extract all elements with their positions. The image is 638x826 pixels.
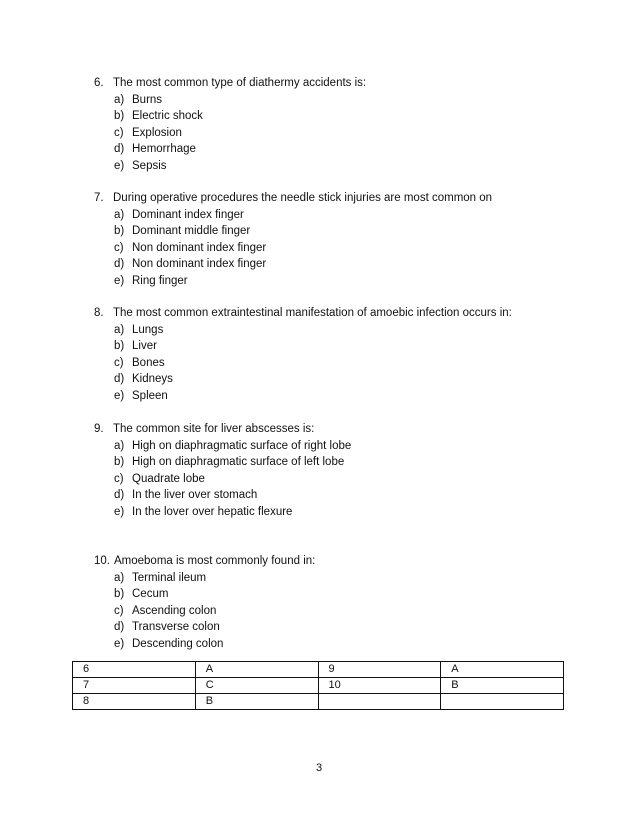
option-letter: c) (114, 241, 124, 254)
option-text: Non dominant index finger (132, 258, 267, 270)
question-8 (94, 305, 574, 404)
option-text: Spleen (132, 389, 168, 402)
option-item (94, 273, 574, 290)
question-6 (94, 75, 574, 174)
question-text: The common site for liver abscesses is: (113, 423, 315, 435)
option-letter: d) (114, 489, 125, 501)
question-stem (94, 305, 574, 322)
table-cell: A (441, 662, 564, 678)
option-text: Quadrate lobe (132, 472, 205, 485)
table-cell: B (441, 678, 564, 694)
question-9 (94, 421, 574, 520)
option-text: Non dominant index finger (132, 241, 267, 254)
option-letter: e) (114, 159, 125, 172)
option-text: In the lover over hepatic flexure (132, 505, 293, 518)
option-item (94, 240, 574, 257)
question-number: 6. (94, 77, 104, 89)
option-text: Bones (132, 356, 165, 369)
option-item (94, 141, 574, 158)
option-text: In the liver over stomach (132, 489, 258, 501)
option-item (94, 636, 574, 653)
option-item (94, 125, 574, 142)
option-text: Liver (132, 340, 157, 352)
option-text: Burns (132, 93, 163, 106)
question-stem (94, 421, 574, 438)
question-number: 10. (94, 555, 110, 567)
option-text: Ring finger (132, 274, 188, 287)
option-letter: c) (114, 356, 124, 369)
table-row (73, 694, 564, 710)
option-text: Sepsis (132, 159, 167, 172)
option-item (94, 158, 574, 175)
option-item (94, 108, 574, 125)
option-item (94, 256, 574, 273)
option-item (94, 471, 574, 488)
question-7 (94, 190, 574, 289)
option-item (94, 454, 574, 471)
question-number: 7. (94, 192, 104, 204)
option-letter: d) (114, 143, 125, 155)
option-letter: a) (114, 93, 125, 106)
option-text: Hemorrhage (132, 143, 196, 155)
table-cell: 8 (73, 694, 196, 710)
option-text: Dominant middle finger (132, 225, 251, 237)
question-text: The most common extraintestinal manifestation of amoebic infection occurs in: (113, 307, 512, 319)
option-letter: b) (114, 110, 125, 122)
option-item (94, 570, 574, 587)
option-text: High on diaphragmatic surface of right lobe (132, 439, 352, 452)
table-cell: 7 (73, 678, 196, 694)
table-cell: 6 (73, 662, 196, 678)
question-stem (94, 553, 574, 570)
option-letter: a) (114, 208, 125, 221)
option-item (94, 603, 574, 620)
question-text: Amoeboma is most commonly found in: (114, 555, 316, 567)
option-text: Lungs (132, 323, 164, 336)
option-item (94, 586, 574, 603)
option-letter: b) (114, 225, 125, 237)
option-text: Ascending colon (132, 604, 217, 617)
question-stem (94, 190, 574, 207)
question-text: The most common type of diathermy accidents is: (113, 77, 367, 89)
option-letter: e) (114, 274, 125, 287)
option-text: Dominant index finger (132, 208, 244, 221)
option-item (94, 223, 574, 240)
option-letter: b) (114, 340, 125, 352)
option-item (94, 355, 574, 372)
option-text: Electric shock (132, 110, 203, 122)
option-text: Explosion (132, 126, 182, 139)
question-stem (94, 75, 574, 92)
option-item (94, 504, 574, 521)
option-text: Descending colon (132, 637, 224, 650)
option-text: Kidneys (132, 373, 173, 385)
question-10 (94, 553, 574, 652)
table-cell (441, 694, 564, 710)
option-text: Cecum (132, 588, 169, 600)
option-letter: a) (114, 439, 125, 452)
option-text: Transverse colon (132, 621, 220, 633)
option-item (94, 92, 574, 109)
option-letter: c) (114, 604, 124, 617)
option-text: Terminal ileum (132, 571, 207, 584)
table-cell (318, 694, 441, 710)
table-cell: 10 (318, 678, 441, 694)
option-item (94, 371, 574, 388)
option-letter: d) (114, 373, 125, 385)
table-cell: A (195, 662, 318, 678)
option-letter: b) (114, 588, 125, 600)
answer-key-table (72, 661, 564, 710)
option-item (94, 619, 574, 636)
option-letter: a) (114, 571, 125, 584)
option-letter: b) (114, 456, 125, 468)
table-cell: B (195, 694, 318, 710)
option-letter: a) (114, 323, 125, 336)
option-text: High on diaphragmatic surface of left lobe (132, 456, 345, 468)
option-letter: c) (114, 472, 124, 485)
option-letter: e) (114, 637, 125, 650)
question-text: During operative procedures the needle stick injuries are most common on (113, 192, 493, 204)
option-letter: e) (114, 505, 125, 518)
option-letter: d) (114, 621, 125, 633)
table-row (73, 678, 564, 694)
option-letter: d) (114, 258, 125, 270)
option-item (94, 487, 574, 504)
question-number: 8. (94, 307, 104, 319)
question-number: 9. (94, 423, 104, 435)
option-item (94, 338, 574, 355)
table-row (73, 662, 564, 678)
page-number: 3 (315, 762, 323, 774)
table-cell: 9 (318, 662, 441, 678)
option-item (94, 322, 574, 339)
option-letter: e) (114, 389, 125, 402)
table-cell: C (195, 678, 318, 694)
option-item (94, 438, 574, 455)
option-item (94, 207, 574, 224)
option-letter: c) (114, 126, 124, 139)
option-item (94, 388, 574, 405)
